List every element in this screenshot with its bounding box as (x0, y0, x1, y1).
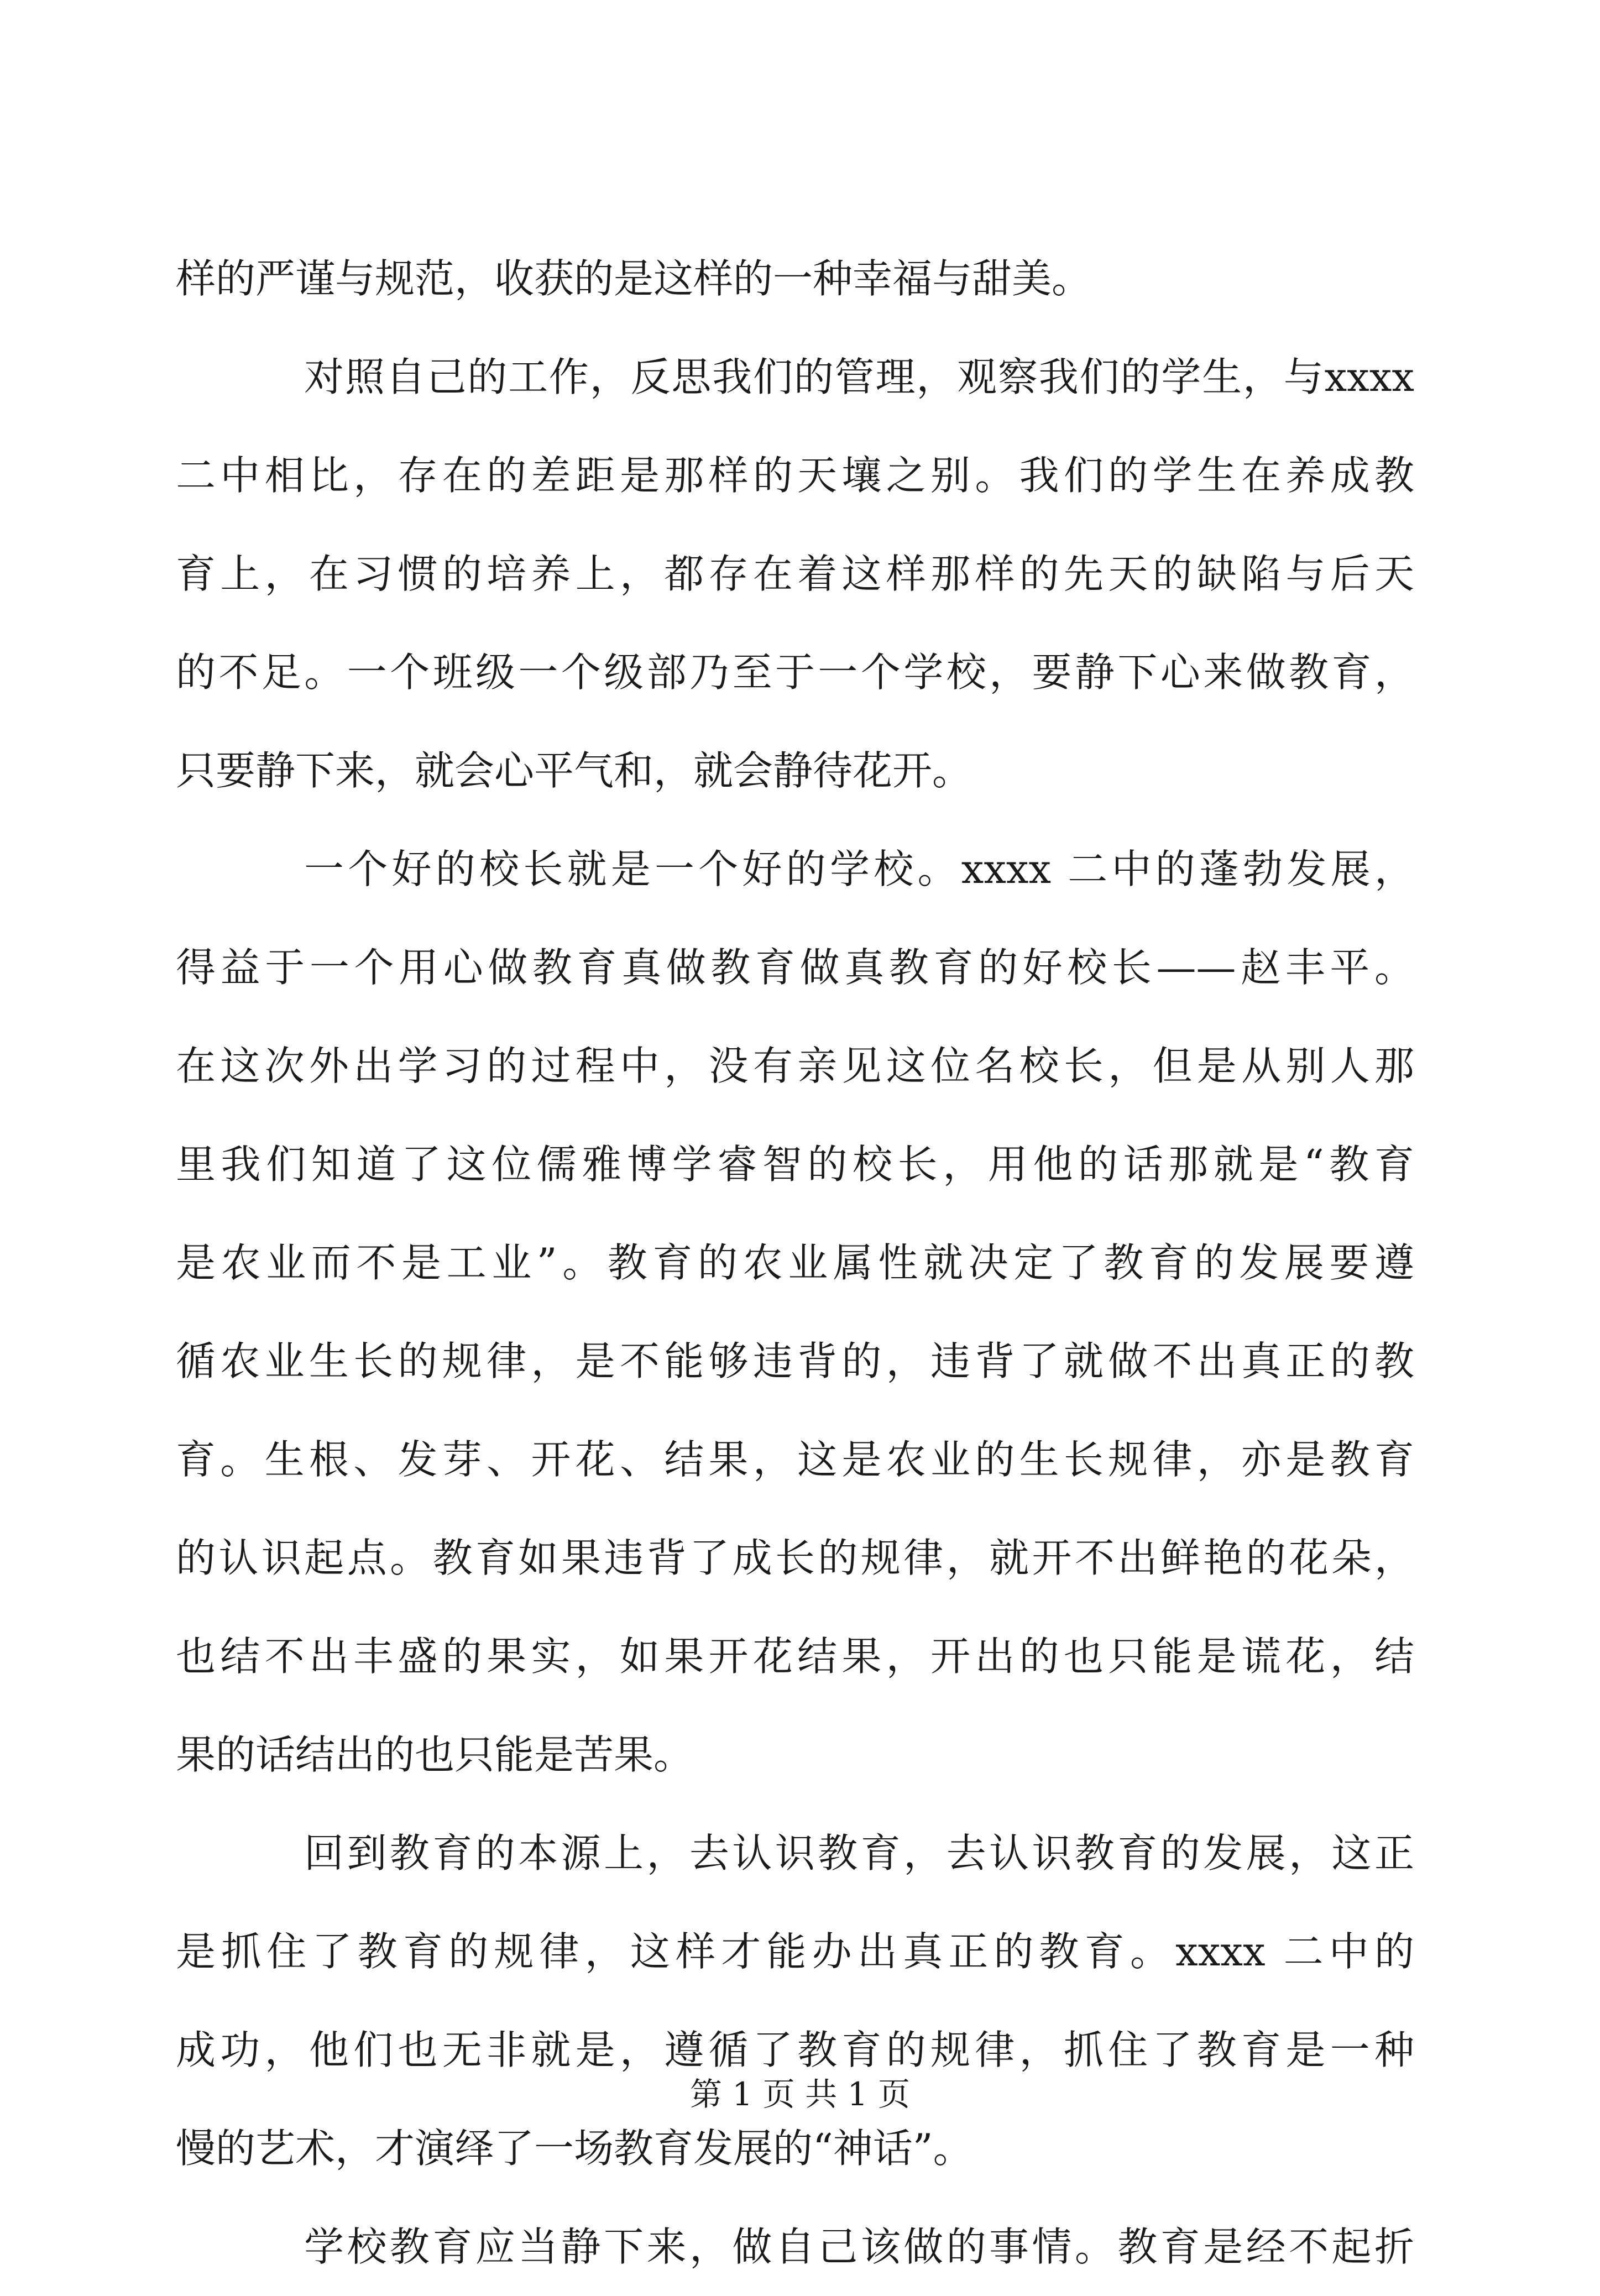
text-line: 成功，他们也无非就是，遵循了教育的规律，抓住了教育是一种 (176, 2027, 1414, 2073)
text-line: 二中相比，存在的差距是那样的天壤之别。我们的学生在养成教 (176, 452, 1414, 499)
text-line: 育。生根、发芽、开花、结果，这是农业的生长规律，亦是教育 (176, 1436, 1414, 1483)
text-line: 慢的艺术，才演绎了一场教育发展的“神话”。 (176, 2125, 973, 2172)
text-line: 只要静下来，就会心平气和，就会静待花开。 (176, 747, 972, 794)
text-line: 是抓住了教育的规律，这样才能办出真正的教育。xxxx 二中的 (176, 1928, 1414, 1975)
paragraph-first-line: 学校教育应当静下来，做自己该做的事情。教育是经不起折 (304, 2224, 1414, 2270)
text-line: 的认识起点。教育如果违背了成长的规律，就开不出鲜艳的花朵， (176, 1535, 1414, 1581)
document-body (176, 229, 1414, 2296)
page-number-label: 第 1 页 共 1 页 (690, 2075, 910, 2113)
text-line: 循农业生长的规律，是不能够违背的，违背了就做不出真正的教 (176, 1338, 1414, 1384)
text-line: 果的话结出的也只能是苦果。 (176, 1732, 694, 1778)
paragraph-first-line: 回到教育的本源上，去认识教育，去认识教育的发展，这正 (304, 1830, 1414, 1876)
paragraph-first-line: 一个好的校长就是一个好的学校。xxxx 二中的蓬勃发展， (304, 846, 1414, 892)
text-line: 里我们知道了这位儒雅博学睿智的校长，用他的话那就是“教育 (176, 1141, 1414, 1188)
text-line: 样的严谨与规范，收获的是这样的一种幸福与甜美。 (176, 255, 1092, 302)
paragraph-first-line: 对照自己的工作，反思我们的管理，观察我们的学生，与xxxx (304, 354, 1414, 400)
text-line: 得益于一个用心做教育真做教育做真教育的好校长——赵丰平。 (176, 944, 1414, 991)
page-footer (0, 2072, 1600, 2116)
text-line: 在这次外出学习的过程中，没有亲见这位名校长，但是从别人那 (176, 1043, 1414, 1089)
text-line: 育上，在习惯的培养上，都存在着这样那样的先天的缺陷与后天 (176, 551, 1414, 597)
text-line: 的不足。一个班级一个级部乃至于一个学校，要静下心来做教育， (176, 649, 1414, 695)
text-line: 是农业而不是工业”。教育的农业属性就决定了教育的发展要遵 (176, 1239, 1414, 1286)
text-line: 也结不出丰盛的果实，如果开花结果，开出的也只能是谎花，结 (176, 1633, 1414, 1680)
